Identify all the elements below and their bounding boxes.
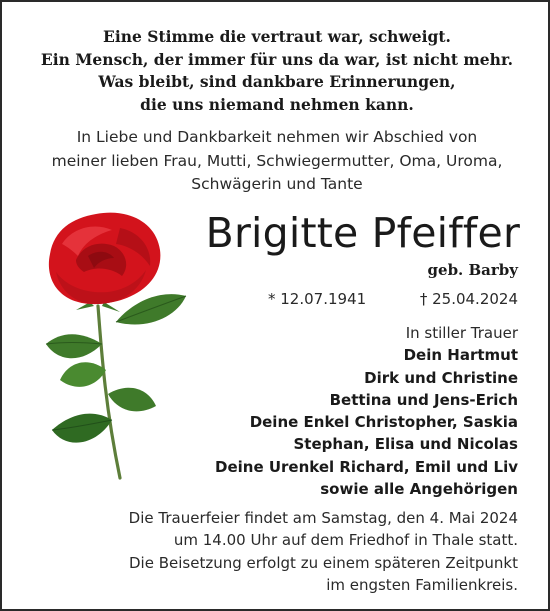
birth-date: * 12.07.1941 bbox=[268, 290, 367, 308]
funeral-service-info bbox=[129, 507, 518, 596]
mourner-name: Deine Urenkel Richard, Emil und Liv bbox=[215, 457, 518, 476]
intro-line: Schwägerin und Tante bbox=[191, 175, 363, 193]
poem-line: die uns niemand nehmen kann. bbox=[140, 94, 414, 114]
mourner-name: Stephan, Elisa und Nicolas bbox=[293, 435, 518, 454]
mourner-name: Dein Hartmut bbox=[403, 346, 518, 365]
poem-line: Eine Stimme die vertraut war, schweigt. bbox=[103, 27, 451, 46]
intro-line: meiner lieben Frau, Mutti, Schwiegermutter, Oma, Uroma, bbox=[51, 151, 503, 170]
mourners-list bbox=[215, 322, 518, 500]
service-line: um 14.00 Uhr auf dem Friedhof in Thale statt. bbox=[173, 531, 518, 550]
rose-flower-icon bbox=[32, 210, 200, 482]
memorial-poem bbox=[2, 26, 550, 116]
mourners-lead: In stiller Trauer bbox=[405, 324, 518, 342]
poem-line: Was bleibt, sind dankbare Erinnerungen, bbox=[98, 72, 456, 91]
farewell-intro bbox=[2, 126, 550, 197]
mourner-name: sowie alle Angehörigen bbox=[320, 480, 518, 499]
deceased-name: Brigitte Pfeiffer bbox=[205, 209, 520, 257]
death-date: † 25.04.2024 bbox=[419, 290, 518, 308]
intro-line: In Liebe und Dankbarkeit nehmen wir Abschied von bbox=[76, 128, 478, 146]
service-line: im engsten Familienkreis. bbox=[326, 575, 518, 594]
poem-line: Ein Mensch, der immer für uns da war, ist nicht mehr. bbox=[40, 49, 514, 69]
mourner-name: Deine Enkel Christopher, Saskia bbox=[249, 413, 518, 432]
mourner-name: Dirk und Christine bbox=[364, 368, 518, 387]
maiden-name: geb. Barby bbox=[427, 261, 518, 279]
mourner-name: Bettina und Jens-Erich bbox=[329, 390, 518, 409]
service-line: Die Beisetzung erfolgt zu einem späteren Zeitpunkt bbox=[129, 553, 518, 572]
service-line: Die Trauerfeier findet am Samstag, den 4. Mai 2024 bbox=[128, 509, 518, 527]
